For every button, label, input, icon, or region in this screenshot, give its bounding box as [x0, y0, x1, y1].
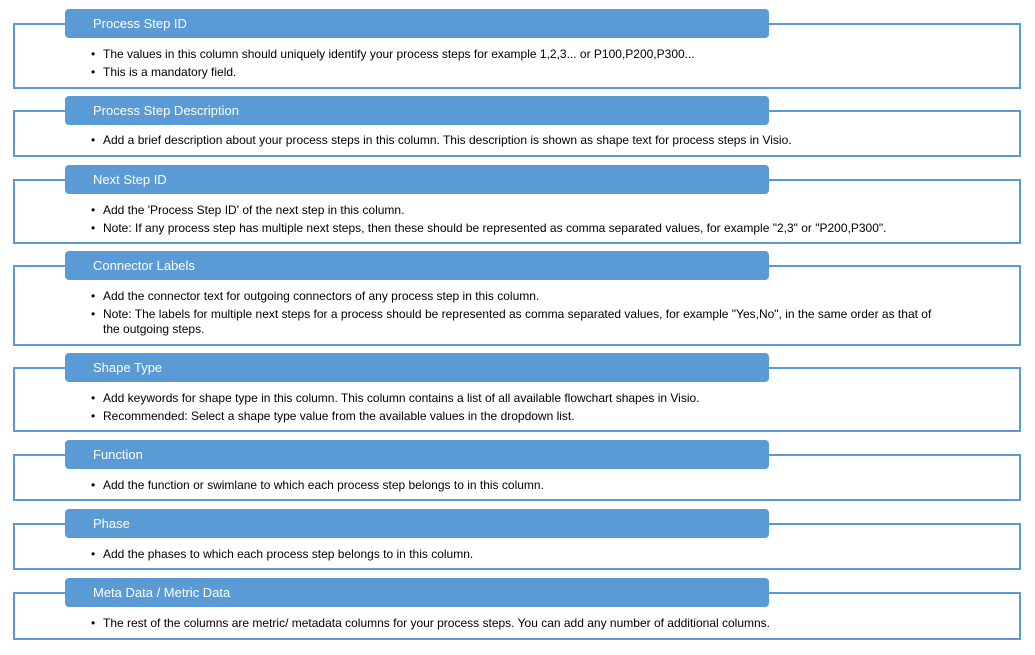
bullet-item: • Add the phases to which each process step belongs to in this column. [91, 547, 941, 562]
bullet-list [91, 616, 941, 634]
bullet-item: • This is a mandatory field. [91, 65, 941, 80]
bullet-list [91, 289, 941, 340]
bullet-list [91, 47, 941, 83]
section-title: Shape Type [65, 353, 769, 382]
section-title: Connector Labels [65, 251, 769, 280]
bullet-list [91, 203, 941, 239]
bullet-item: • Note: If any process step has multiple next steps, then these should be represented as comma separated values, for example "2,3" or "P200,P300". [91, 221, 941, 236]
bullet-item: • Add keywords for shape type in this column. This column contains a list of all available flowchart shapes in Visio. [91, 391, 941, 406]
bullet-item: • Add the connector text for outgoing connectors of any process step in this column. [91, 289, 941, 304]
section-title: Next Step ID [65, 165, 769, 194]
bullet-list [91, 391, 941, 427]
bullet-list [91, 478, 941, 496]
bullet-item: • Add a brief description about your process steps in this column. This description is shown as shape text for process steps in Visio. [91, 133, 941, 148]
bullet-list [91, 133, 941, 151]
bullet-item: • Add the function or swimlane to which each process step belongs to in this column. [91, 478, 941, 493]
bullet-item: • Add the 'Process Step ID' of the next step in this column. [91, 203, 941, 218]
section-title: Process Step Description [65, 96, 769, 125]
bullet-item: • The values in this column should uniquely identify your process steps for example 1,2,3... or P100,P200,P300... [91, 47, 941, 62]
bullet-item: • The rest of the columns are metric/ metadata columns for your process steps. You can add any number of additional columns. [91, 616, 941, 631]
bullet-item: • Recommended: Select a shape type value from the available values in the dropdown list. [91, 409, 941, 424]
bullet-item: • Note: The labels for multiple next steps for a process should be represented as comma separated values, for example "Yes,No", in the same order as that of the outgoing steps. [91, 307, 941, 337]
bullet-list [91, 547, 941, 565]
section-title: Meta Data / Metric Data [65, 578, 769, 607]
section-title: Phase [65, 509, 769, 538]
section-title: Process Step ID [65, 9, 769, 38]
section-title: Function [65, 440, 769, 469]
